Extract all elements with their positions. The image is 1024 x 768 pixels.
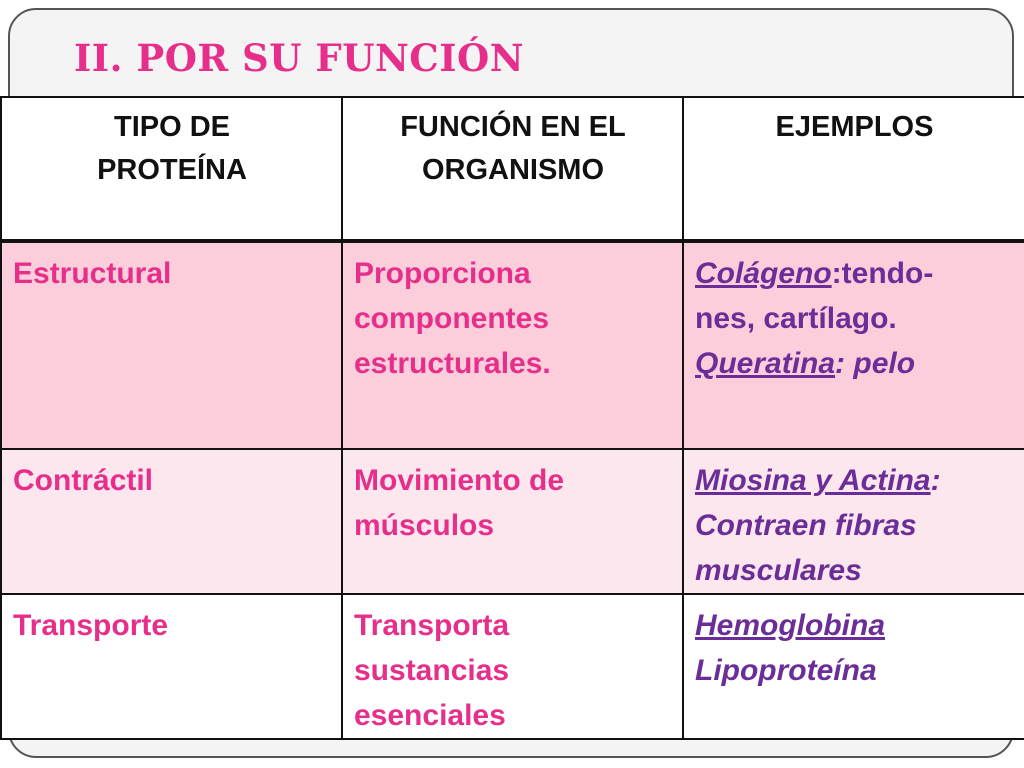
header-function-line1: FUNCIÓN EN EL <box>400 111 626 143</box>
function-line: Movimiento de <box>354 464 565 497</box>
example-desc: : pelo <box>835 347 916 380</box>
cell-type: Estructural <box>1 241 342 449</box>
header-type <box>1 97 342 241</box>
example-desc: tendo- <box>841 257 934 290</box>
table-row <box>1 449 1024 594</box>
header-type-line1: TIPO DE <box>113 111 230 143</box>
example-line <box>695 251 1014 296</box>
function-line: sustancias <box>354 654 510 687</box>
header-type-line2: PROTEÍNA <box>97 154 247 186</box>
example-line: Contraen fibras <box>695 509 917 542</box>
header-examples-label: EJEMPLOS <box>775 111 934 143</box>
function-line: esenciales <box>354 699 506 732</box>
header-function-line2: ORGANISMO <box>421 154 605 186</box>
cell-type: Transporte <box>1 594 342 739</box>
example-line: Hemoglobina <box>695 609 886 642</box>
table-row <box>1 594 1024 739</box>
cell-function <box>342 449 683 594</box>
example-name-miosina-actina: Miosina y Actina <box>695 464 931 497</box>
header-function <box>342 97 683 241</box>
example-line: nes, cartílago. <box>695 302 897 335</box>
function-line: Proporciona <box>354 257 531 290</box>
function-line: estructurales. <box>354 347 551 380</box>
slide-title: II. POR SU FUNCIÓN <box>74 36 525 80</box>
function-line: músculos <box>354 509 495 542</box>
cell-function <box>342 241 683 449</box>
cell-function <box>342 594 683 739</box>
example-line: Lipoproteína <box>695 654 877 687</box>
protein-function-table <box>0 96 1024 740</box>
cell-examples <box>683 449 1024 594</box>
table-row <box>1 241 1024 449</box>
example-sep: : <box>831 257 842 290</box>
example-name-queratina: Queratina <box>695 347 836 380</box>
example-line <box>695 341 1014 386</box>
example-line <box>695 458 1014 503</box>
cell-examples <box>683 241 1024 449</box>
header-examples <box>683 97 1024 241</box>
example-sep: : <box>930 464 941 497</box>
example-line: musculares <box>695 554 862 587</box>
header-row <box>1 97 1024 241</box>
function-line: componentes <box>354 302 550 335</box>
cell-type: Contráctil <box>1 449 342 594</box>
example-name-colageno: Colágeno <box>695 257 832 290</box>
cell-examples <box>683 594 1024 739</box>
function-line: Transporta <box>354 609 510 642</box>
